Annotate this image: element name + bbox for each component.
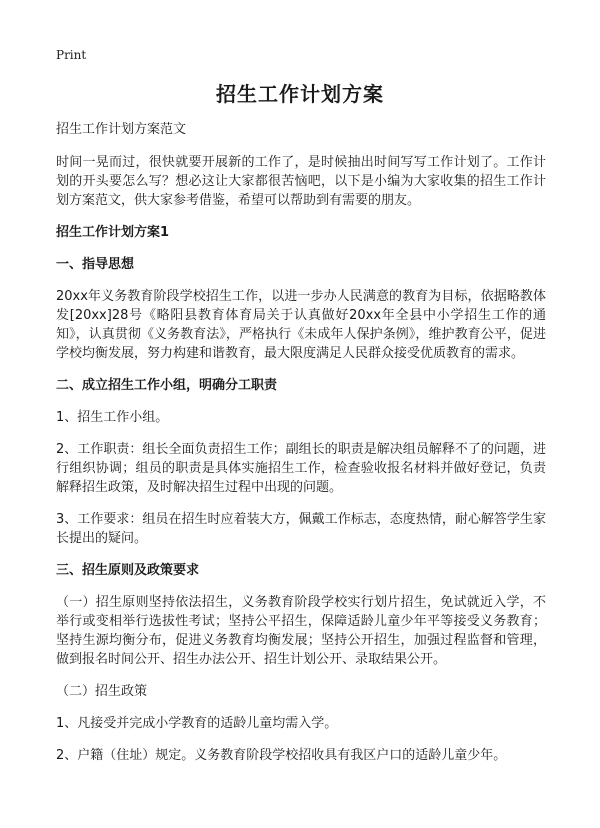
section2-item-1: 1、招生工作小组。 <box>56 410 169 425</box>
plan-heading: 招生工作计划方案1 <box>56 225 170 240</box>
section2-item-3: 3、工作要求：组员在招生时应着装大方，佩戴工作标志，态度热情，耐心解答学生家长提出的疑问。 <box>56 512 546 546</box>
section3-heading: 三、招生原则及政策要求 <box>56 563 200 578</box>
intro-paragraph: 时间一晃而过，很快就要开展新的工作了，是时候抽出时间写写工作计划了。工作计划的开头要怎么写？想必这让大家都很苦恼吧，以下是小编为大家收集的招生工作计划方案范文，供大家参考借鉴，希望可以帮助到有需要的朋友。 <box>56 155 546 208</box>
section3-paragraph-3: 1、凡接受并完成小学教育的适龄儿童均需入学。 <box>56 716 338 731</box>
print-link[interactable]: Print <box>56 48 87 62</box>
section2-heading: 二、成立招生工作小组，明确分工职责 <box>56 378 278 393</box>
section2-item-2: 2、工作职责：组长全面负责招生工作；副组长的职责是解决组员解释不了的问题，进行组织协调；组员的职责是具体实施招生工作，检查验收报名材料并做好登记，负责解释招生政策，及时解决招生过程中出现的问题。 <box>56 442 546 495</box>
page-title: 招生工作计划方案 <box>216 82 384 106</box>
section3-paragraph-1: （一）招生原则坚持依法招生，义务教育阶段学校实行划片招生，免试就近入学，不举行或变相举行选拔性考试；坚持公平招生，保障适龄儿童少年平等接受义务教育；坚持生源均衡分布，促进义务教育均衡发展；坚持公开招生，加强过程监督和管理，做到报名时间公开、招生办法公开、招生计划公开、录取结果公开。 <box>56 595 546 667</box>
section1-paragraph: 20xx年义务教育阶段学校招生工作，以进一步办人民满意的教育为目标，依据略教体发[20xx]28号《略阳县教育体育局关于认真做好20xx年全县中小学招生工作的通知》，认真贯彻《义务教育法》，严格执行《未成年人保护条例》，维护教育公平，促进学校均衡发展，努力构建和谐教育，最大限度满足人民群众接受优质教育的需求。 <box>56 289 546 361</box>
section3-paragraph-4: 2、户籍（住址）规定。义务教育阶段学校招收具有我区户口的适龄儿童少年。 <box>56 748 507 763</box>
document-subtitle: 招生工作计划方案范文 <box>56 122 187 137</box>
section1-heading: 一、指导思想 <box>56 257 135 272</box>
section3-paragraph-2: （二）招生政策 <box>56 684 148 699</box>
document-body <box>56 120 546 778</box>
